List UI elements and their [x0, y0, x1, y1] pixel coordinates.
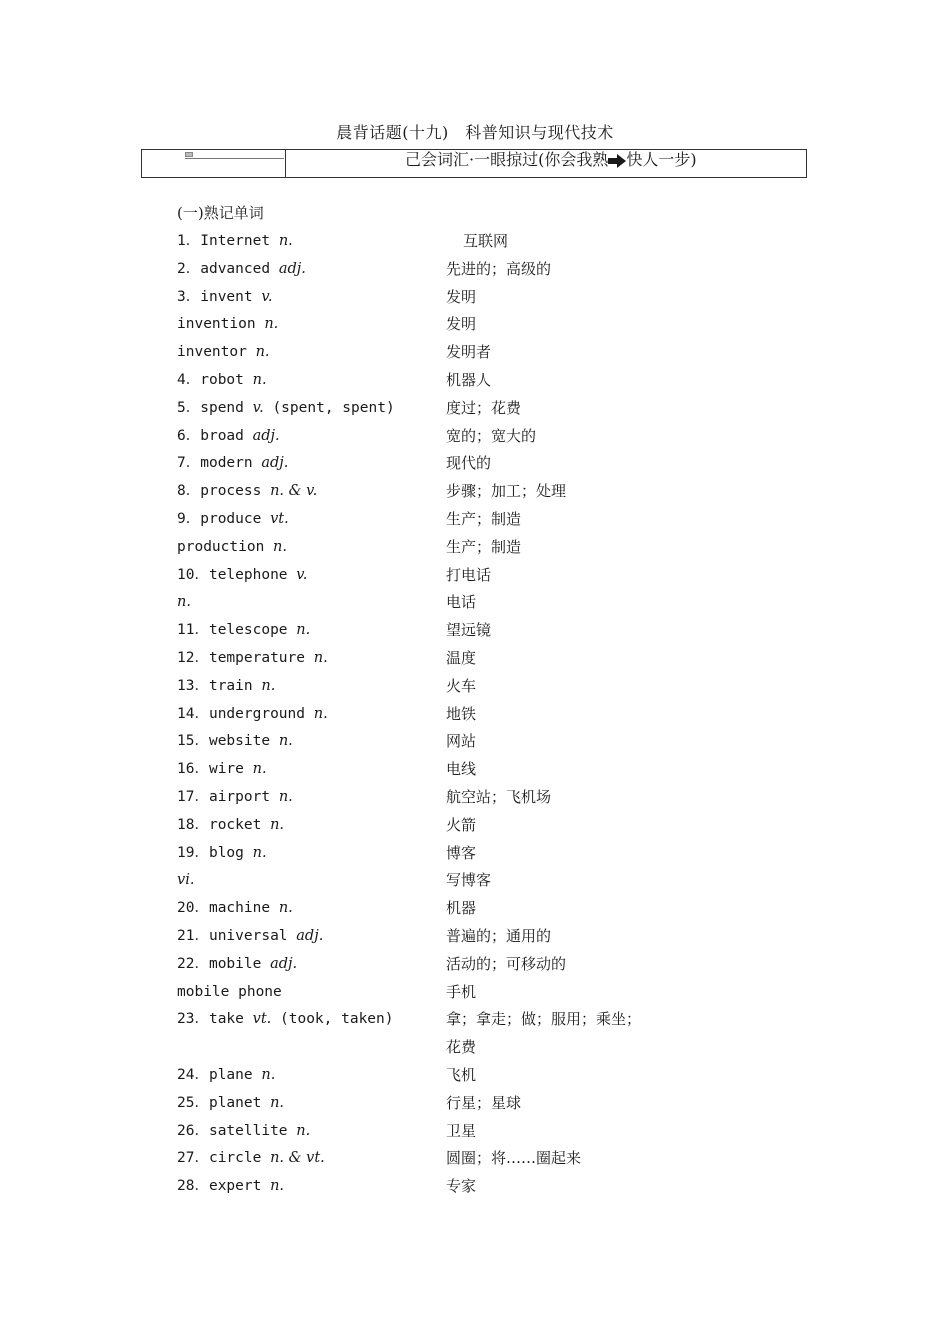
list-item	[0, 814, 950, 842]
list-item	[0, 675, 950, 703]
part-of-speech: n. & v.	[270, 483, 318, 500]
part-of-speech: n.	[278, 900, 293, 917]
list-item	[0, 258, 950, 286]
word-meaning: 地铁	[446, 704, 477, 723]
list-item	[0, 1175, 950, 1203]
section-heading: (一)熟记单词	[177, 204, 264, 222]
word-meaning: 打电话	[446, 565, 492, 584]
part-of-speech: n.	[296, 1122, 311, 1139]
word-meaning: 发明	[446, 315, 477, 334]
word-number: 10．	[177, 566, 209, 583]
word-meaning: 度过；花费	[446, 398, 522, 417]
word-text: airport	[208, 789, 271, 805]
word-entry	[177, 730, 293, 752]
part-of-speech: adj.	[261, 455, 289, 472]
word-text: telescope	[208, 622, 288, 639]
part-of-speech: n. & vt.	[270, 1150, 325, 1167]
word-number: 15．	[177, 733, 209, 750]
list-item	[0, 230, 950, 258]
part-of-speech: n.	[252, 844, 267, 861]
list-item	[0, 925, 950, 953]
word-entry	[177, 925, 323, 947]
word-entry	[177, 953, 297, 975]
word-meaning: 现代的	[446, 454, 492, 473]
word-text: underground	[208, 705, 305, 722]
part-of-speech: n.	[252, 372, 267, 388]
list-item	[0, 480, 950, 508]
list-item	[0, 1147, 950, 1175]
part-of-speech: n.	[313, 705, 328, 722]
list-item	[0, 1008, 950, 1036]
list-item	[0, 730, 950, 758]
word-meaning: 手机	[446, 982, 477, 1001]
word-text: temperature	[208, 650, 305, 666]
word-meaning: 网站	[446, 732, 477, 751]
list-item	[0, 619, 950, 647]
list-item	[0, 647, 950, 675]
word-entry	[177, 1175, 284, 1197]
word-number: 7．	[177, 455, 201, 472]
word-entry	[177, 564, 307, 586]
list-item	[0, 369, 950, 397]
word-text: plane	[208, 1067, 253, 1083]
word-text: invent	[200, 288, 253, 305]
word-entry	[177, 258, 306, 280]
word-number: 19．	[177, 844, 209, 861]
part-of-speech: adj.	[278, 260, 306, 277]
word-meaning: 先进的；高级的	[446, 259, 552, 278]
word-entry	[177, 480, 317, 502]
word-meaning: 写博客	[446, 871, 492, 890]
list-item	[0, 1120, 950, 1148]
word-number: 4．	[177, 372, 201, 388]
word-forms: (took, taken)	[280, 1011, 394, 1028]
word-entry	[177, 647, 328, 669]
word-entry	[177, 397, 395, 419]
word-entry	[177, 230, 293, 252]
word-entry	[177, 1147, 325, 1169]
word-number: 5．	[177, 399, 201, 416]
word-entry	[177, 1064, 275, 1086]
list-item	[0, 397, 950, 425]
part-of-speech: n.	[273, 538, 287, 555]
word-text: advanced	[200, 260, 271, 277]
part-of-speech: vt.	[270, 511, 289, 527]
section-banner	[141, 149, 807, 178]
list-item	[0, 897, 950, 925]
word-text: rocket	[208, 816, 262, 833]
part-of-speech: adj.	[252, 427, 280, 444]
list-item	[0, 1092, 950, 1120]
word-number: 22．	[177, 955, 209, 972]
word-number: 24．	[177, 1067, 209, 1083]
word-number: 9．	[177, 511, 201, 527]
word-text: website	[208, 733, 271, 750]
word-meaning: 圆圈；将……圈起来	[446, 1149, 582, 1168]
list-item	[0, 842, 950, 870]
part-of-speech: n.	[313, 650, 328, 666]
word-text: expert	[208, 1178, 262, 1195]
word-entry	[177, 536, 287, 558]
word-text: Internet	[200, 233, 271, 249]
word-meaning: 温度	[446, 649, 477, 667]
word-number: 26．	[177, 1122, 209, 1139]
word-entry	[177, 313, 278, 335]
list-item	[0, 786, 950, 814]
word-text: satellite	[208, 1122, 288, 1139]
word-meaning: 互联网	[463, 232, 509, 250]
word-number: 12．	[177, 650, 209, 666]
word-entry	[177, 1008, 394, 1030]
word-meaning: 发明	[446, 287, 477, 306]
part-of-speech: n.	[278, 789, 293, 805]
word-meaning: 卫星	[446, 1121, 477, 1140]
part-of-speech: v.	[252, 399, 264, 416]
part-of-speech: n.	[177, 594, 191, 611]
word-number: 20．	[177, 900, 209, 917]
page-title: 晨背话题(十九) 科普知识与现代技术	[336, 123, 614, 142]
word-number: 17．	[177, 789, 209, 805]
word-meaning: 宽的；宽大的	[446, 426, 537, 445]
word-entry	[177, 591, 191, 613]
word-text: universal	[208, 928, 288, 944]
word-text: wire	[208, 761, 244, 778]
word-number: 21．	[177, 928, 209, 944]
part-of-speech: n.	[252, 761, 267, 778]
right-arrow-icon	[608, 154, 626, 168]
word-entry	[177, 286, 272, 308]
word-entry	[177, 842, 267, 864]
list-item	[0, 1036, 950, 1064]
banner-text-left: 己会词汇·一眼掠过(你会我熟	[405, 150, 609, 169]
word-text: invention	[177, 316, 256, 333]
word-entry	[177, 981, 291, 1003]
word-meaning: 电话	[446, 593, 477, 612]
word-text: production	[177, 538, 265, 555]
word-meaning: 发明者	[446, 343, 492, 362]
word-number: 18．	[177, 816, 209, 833]
list-item	[0, 869, 950, 897]
list-item	[0, 452, 950, 480]
word-meaning: 机器人	[446, 371, 492, 389]
part-of-speech: n.	[270, 1094, 285, 1111]
word-meaning: 机器	[446, 899, 477, 918]
word-entry	[177, 1092, 284, 1114]
word-number: 11．	[177, 622, 209, 639]
word-meaning: 生产；制造	[446, 510, 522, 528]
word-number: 6．	[177, 427, 201, 444]
word-text: produce	[200, 511, 262, 527]
word-text: inventor	[177, 344, 247, 361]
part-of-speech: n.	[296, 622, 311, 639]
list-item	[0, 341, 950, 369]
word-entry	[177, 897, 293, 919]
word-entry	[177, 619, 310, 641]
part-of-speech: v.	[261, 288, 273, 305]
word-text: machine	[208, 900, 271, 917]
word-entry	[177, 369, 267, 391]
part-of-speech: v.	[296, 566, 308, 583]
list-item	[0, 1064, 950, 1092]
word-text: train	[208, 677, 253, 694]
word-forms: (spent, spent)	[272, 399, 395, 416]
word-meaning: 步骤；加工；处理	[446, 482, 567, 501]
part-of-speech: n.	[270, 1178, 285, 1195]
word-entry	[177, 814, 284, 836]
word-text: blog	[208, 844, 244, 861]
word-meaning: 火车	[446, 676, 477, 695]
word-entry	[177, 1120, 310, 1142]
word-meaning: 普遍的；通用的	[446, 927, 552, 945]
banner-rule	[185, 158, 284, 159]
word-text: broad	[200, 427, 244, 444]
word-meaning: 花费	[446, 1038, 477, 1057]
word-meaning: 飞机	[446, 1066, 477, 1084]
list-item	[0, 703, 950, 731]
banner-left-cell	[142, 150, 286, 177]
list-item	[0, 758, 950, 786]
list-item	[0, 981, 950, 1009]
word-entry	[177, 508, 289, 530]
word-text: spend	[200, 399, 244, 416]
word-number: 25．	[177, 1094, 209, 1111]
word-meaning: 拿；拿走；做；服用；乘坐；	[446, 1010, 642, 1029]
part-of-speech: n.	[264, 316, 279, 333]
part-of-speech: adj.	[296, 928, 324, 944]
word-number: 2．	[177, 260, 201, 277]
word-entry	[177, 703, 328, 725]
word-text: robot	[200, 372, 244, 388]
word-meaning: 博客	[446, 843, 477, 862]
word-text: modern	[200, 455, 253, 472]
banner-text-right: 快人一步)	[626, 150, 697, 169]
word-meaning: 生产；制造	[446, 537, 522, 556]
word-entry	[177, 341, 270, 363]
word-meaning: 航空站；飞机场	[446, 788, 552, 806]
word-text: planet	[208, 1094, 262, 1111]
word-entry	[177, 869, 194, 891]
part-of-speech: n.	[278, 733, 293, 750]
word-meaning: 专家	[446, 1177, 477, 1196]
word-text: process	[200, 483, 262, 500]
list-item	[0, 953, 950, 981]
list-item	[0, 286, 950, 314]
word-meaning: 行星；星球	[446, 1093, 522, 1112]
word-number: 27．	[177, 1150, 209, 1167]
collapse-icon[interactable]	[185, 152, 193, 157]
part-of-speech: vt.	[252, 1011, 272, 1028]
list-item	[0, 508, 950, 536]
part-of-speech: vi.	[177, 872, 195, 889]
word-number: 13．	[177, 677, 209, 694]
word-entry	[177, 452, 288, 474]
word-number: 16．	[177, 761, 209, 778]
word-number: 14．	[177, 705, 209, 722]
word-entry	[177, 786, 293, 808]
list-item	[0, 536, 950, 564]
banner-text	[405, 150, 697, 170]
word-text: mobile phone	[177, 983, 282, 1000]
part-of-speech: n.	[261, 677, 276, 694]
word-number: 23．	[177, 1011, 209, 1028]
list-item	[0, 425, 950, 453]
word-entry	[177, 425, 280, 447]
word-number: 3．	[177, 288, 201, 305]
part-of-speech: n.	[278, 233, 293, 249]
part-of-speech: n.	[261, 1067, 276, 1083]
list-item	[0, 591, 950, 619]
word-meaning: 活动的；可移动的	[446, 954, 567, 973]
word-number: 1．	[177, 233, 201, 249]
word-text: take	[208, 1011, 244, 1028]
word-number: 28．	[177, 1178, 209, 1195]
list-item	[0, 313, 950, 341]
list-item	[0, 564, 950, 592]
part-of-speech: n.	[255, 344, 270, 361]
word-meaning: 电线	[446, 760, 477, 779]
word-entry	[177, 758, 267, 780]
word-number: 8．	[177, 483, 201, 500]
word-text: mobile	[208, 955, 262, 972]
part-of-speech: n.	[270, 816, 285, 833]
word-meaning: 望远镜	[446, 621, 492, 640]
word-text: telephone	[208, 566, 288, 583]
word-entry	[177, 675, 275, 697]
part-of-speech: adj.	[270, 955, 298, 972]
word-text: circle	[208, 1150, 262, 1167]
word-meaning: 火箭	[446, 815, 477, 834]
